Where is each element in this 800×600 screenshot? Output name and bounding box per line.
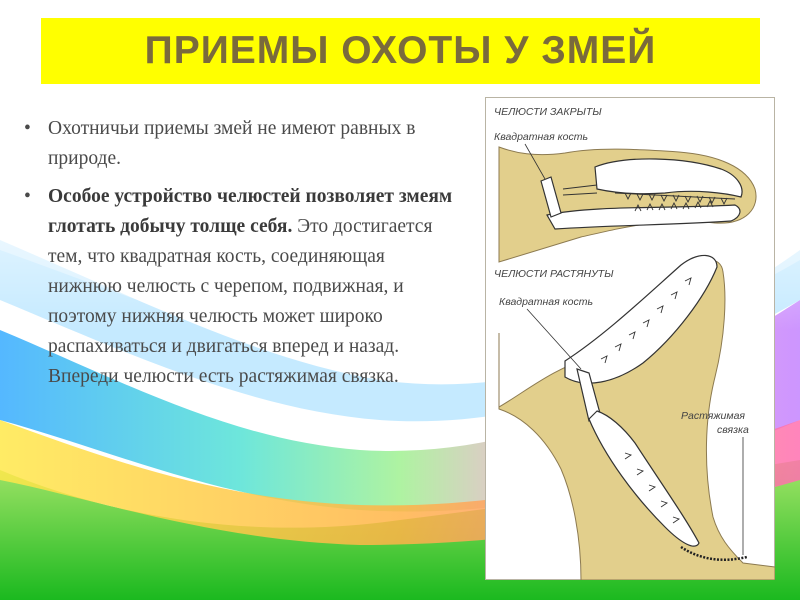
bullet-text: Охотничьи приемы змей не имеют равных в природе. — [48, 118, 416, 169]
title-banner — [41, 18, 760, 84]
ligament-label-line2: связка — [717, 424, 749, 436]
bullet-text: Это достигается тем, что квадратная кость, соединяющая нижнюю челюсть с черепом, подвижная, и поэтому нижняя челюсть может широко распахиваться и двигаться вперед и назад. Впереди челюсти есть растяжимая связка. — [48, 216, 433, 387]
ligament-label-line1: Растяжимая — [681, 410, 746, 422]
snake-jaw-illustration — [485, 97, 775, 580]
bullet-bold-text: Особое устройство челюстей позволяет змеям глотать добычу толще себя. — [48, 186, 453, 237]
open-jaw-heading: ЧЕЛЮСТИ РАСТЯНУТЫ — [494, 268, 614, 280]
closed-jaw-heading: ЧЕЛЮСТИ ЗАКРЫТЫ — [494, 106, 602, 118]
bullet-list — [22, 114, 462, 400]
open-quadrate-label: Квадратная кость — [499, 296, 593, 308]
bullet-item — [22, 114, 462, 174]
closed-quadrate-label: Квадратная кость — [494, 131, 588, 143]
bullet-item — [22, 182, 462, 392]
slide-title: ПРИЕМЫ ОХОТЫ У ЗМЕЙ — [144, 29, 657, 72]
